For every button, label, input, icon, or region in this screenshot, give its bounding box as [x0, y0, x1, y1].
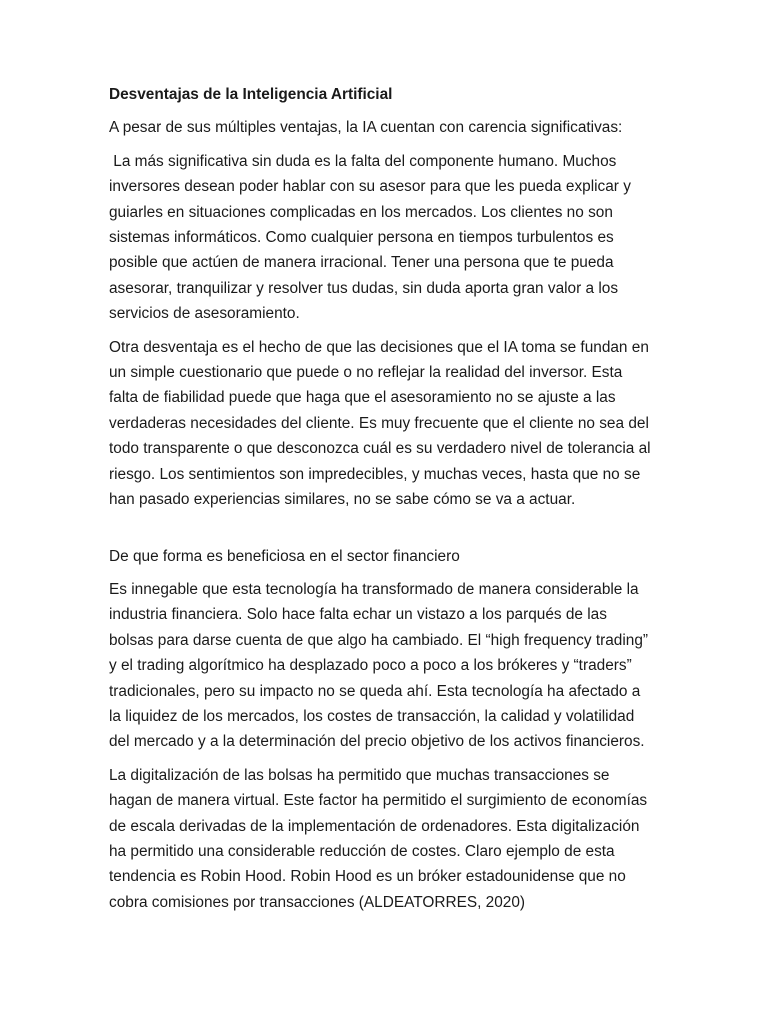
paragraph-line: ha permitido una considerable reducción de costes. Claro ejemplo de esta [109, 842, 615, 860]
paragraph-line: asesorar, tranquilizar y resolver tus dudas, sin duda aporta gran valor a los [109, 279, 619, 297]
paragraph-4 [109, 763, 669, 915]
paragraph-2 [109, 335, 669, 513]
heading-disadvantages: Desventajas de la Inteligencia Artificial [109, 86, 393, 103]
paragraph-line: un simple cuestionario que puede o no reflejar la realidad del inversor. Esta [109, 364, 623, 382]
paragraph-line: guiarles en situaciones complicadas en los mercados. Los clientes no son [109, 203, 613, 221]
paragraph-line: Es innegable que esta tecnología ha transformado de manera considerable la [109, 580, 639, 598]
paragraph-line: de escala derivadas de la implementación de ordenadores. Esta digitalización [109, 817, 640, 835]
paragraph-line: industria financiera. Solo hace falta echar un vistazo a los parqués de las [109, 606, 607, 624]
paragraph-line: bolsas para darse cuenta de que algo ha cambiado. El “high frequency trading” [109, 631, 649, 649]
paragraph-line: posible que actúen de manera irracional. Tener una persona que te pueda [109, 254, 614, 272]
paragraph-line: riesgo. Los sentimientos son impredecibles, y muchas veces, hasta que no se [109, 465, 641, 483]
intro-text: A pesar de sus múltiples ventajas, la IA cuentan con carencia significativas: [109, 119, 623, 137]
paragraph-line: del mercado y a la determinación del precio objetivo de los activos financieros. [109, 733, 645, 751]
paragraph-line: tradicionales, pero su impacto no se queda ahí. Esta tecnología ha afectado a [109, 682, 641, 700]
paragraph-line: servicios de asesoramiento. [109, 305, 300, 323]
paragraph-line: La más significativa sin duda es la falta del componente humano. Muchos [109, 152, 617, 170]
paragraph-line: verdaderas necesidades del cliente. Es muy frecuente que el cliente no sea del [109, 414, 649, 432]
paragraph-line: Otra desventaja es el hecho de que las decisiones que el IA toma se fundan en [109, 338, 649, 356]
paragraph-line: La digitalización de las bolsas ha permitido que muchas transacciones se [109, 766, 610, 784]
paragraph-line: la liquidez de los mercados, los costes de transacción, la calidad y volatilidad [109, 707, 635, 725]
paragraph-line: falta de fiabilidad puede que haga que el asesoramiento no se ajuste a las [109, 389, 616, 407]
paragraph-line: han pasado experiencias similares, no se sabe cómo se va a actuar. [109, 491, 576, 509]
paragraph-line: sistemas informáticos. Como cualquier persona en tiempos turbulentos es [109, 229, 614, 247]
paragraph-line: cobra comisiones por transacciones (ALDEATORRES, 2020) [109, 893, 526, 911]
paragraph-line: hagan de manera virtual. Este factor ha permitido el surgimiento de economías [109, 792, 648, 810]
paragraph-line: inversores desean poder hablar con su asesor para que les pueda explicar y [109, 178, 631, 196]
heading-benefits: De que forma es beneficiosa en el sector financiero [109, 547, 460, 565]
paragraph-line: tendencia es Robin Hood. Robin Hood es un bróker estadounidense que no [109, 868, 626, 886]
document-page [109, 82, 669, 915]
paragraph-3 [109, 577, 669, 755]
paragraph-1 [109, 149, 669, 327]
paragraph-line: y el trading algorítmico ha desplazado poco a poco a los brókeres y “traders” [109, 657, 632, 675]
paragraph-line: todo transparente o que desconozca cuál es su verdadero nivel de tolerancia al [109, 440, 651, 458]
